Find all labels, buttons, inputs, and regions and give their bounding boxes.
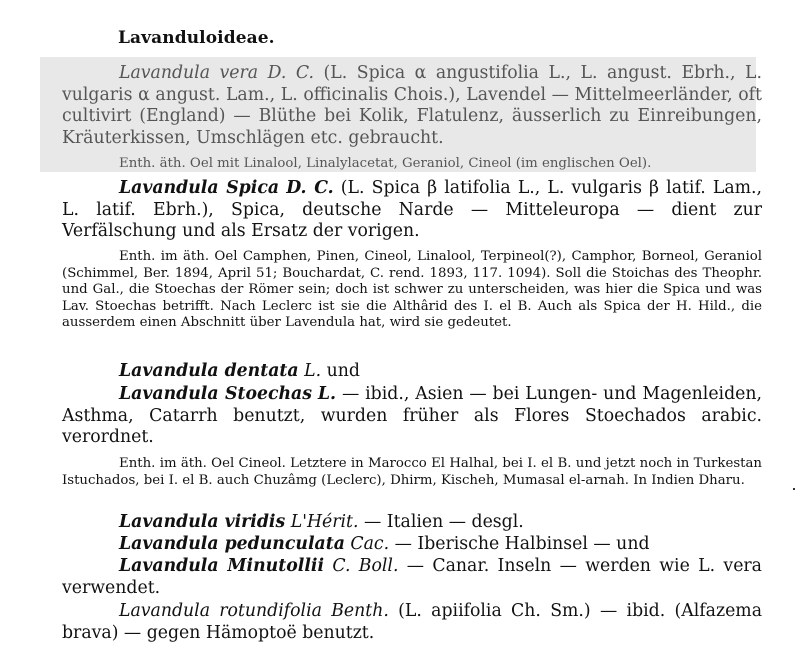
species-author: C. Boll. (332, 556, 399, 576)
species-name: Lavandula vera (119, 63, 259, 83)
entry-text: und (321, 361, 360, 381)
entry-lavandula-minutollii (62, 556, 762, 599)
entry-lavandula-rotundifolia (62, 601, 762, 644)
species-name: Lavandula Spica (119, 178, 280, 198)
note-lavandula-stoechas (62, 456, 762, 489)
species-author: L'Hérit. (290, 512, 359, 532)
species-name: Lavandula rotundifolia (119, 601, 322, 621)
entry-text: — Iberische Halbinsel — und (389, 534, 650, 554)
entry-lavandula-spica (62, 178, 762, 243)
species-author: Benth. (331, 601, 389, 621)
species-name: Lavandula viridis (119, 512, 286, 532)
note-lavandula-vera (62, 156, 762, 173)
entry-text: — Italien — desgl. (358, 512, 524, 532)
species-name: Lavandula Minutollii (119, 556, 325, 576)
note-text: Enth. im äth. Oel Cineol. Letztere in Marocco El Halhal, bei I. el B. und jetzt noch in Turkestan Istuchados, bei I. el B. auch Chuzâmg (Leclerc), Dhirm, Kischeh, Mumasal el-arnah. In Indien Dharu. (62, 456, 762, 488)
entry-lavandula-stoechas (62, 384, 762, 449)
species-name: Lavandula Stoechas (119, 384, 312, 404)
species-author: L. (304, 361, 322, 381)
species-author: D. C. (267, 63, 314, 83)
entry-text: (L. Spica β latifolia L., L. vulgaris β latif. Lam., L. latif. Ebrh.), Spica, deutsche Narde — Mitteleuropa — dient zur Verfälschung und als Ersatz der vorigen. (62, 178, 763, 241)
note-text: Enth. äth. Oel mit Linalool, Linalylacetat, Geraniol, Cineol (im englischen Oel). (119, 156, 652, 171)
species-name: Lavandula pedunculata (119, 534, 345, 554)
species-name: Lavandula dentata (119, 361, 299, 381)
entry-text: — Canar. Inseln — werden wie L. vera verwendet. (62, 556, 762, 598)
note-lavandula-spica (62, 249, 762, 332)
species-author: L. (317, 384, 337, 404)
species-author: D. C. (286, 178, 334, 198)
note-text: Enth. im äth. Oel Camphen, Pinen, Cineol, Linalool, Terpineol(?), Camphor, Borneol, Geraniol (Schimmel, Ber. 1894, April 51; Bouchardat, C. rend. 1893, 117. 1094). Soll die Stoichas des Theophr. und Gal., die Stoechas der Römer sein; doch ist schwer zu unterscheiden, was hier die Spica und was Lav. Stoechas betrifft. Nach Leclerc ist sie die Althârid des I. el B. Auch als Spica der H. Hild., die ausserdem einen Abschnitt über Lavendula hat, wird sie gedeutet. (62, 249, 762, 331)
entry-text: — ibid., Asien — bei Lungen- und Magenleiden, Asthma, Catarrh benutzt, wurden früher als Flores Stoechados arabic. verordnet. (62, 384, 762, 447)
margin-dot (793, 488, 795, 490)
entry-text: (L. apiifolia Ch. Sm.) — ibid. (Alfazema brava) — gegen Hämoptoë benutzt. (62, 601, 762, 643)
entry-lavandula-viridis (62, 512, 762, 534)
section-heading: Lavanduloideae. (118, 28, 275, 48)
entry-text: (L. Spica α angustifolia L., L. angust. Ebrh., L. vulgaris α angust. Lam., L. officinalis Chois.), Lavendel — Mittelmeerländer, oft cultivirt (England) — Blüthe bei Kolik, Flatulenz, äusserlich zu Einreibungen, Kräuterkissen, Umschlägen etc. gebraucht. (62, 63, 762, 148)
species-author: Cac. (350, 534, 390, 554)
entry-lavandula-pedunculata (62, 534, 762, 556)
entry-lavandula-dentata (62, 361, 762, 383)
entry-lavandula-vera (62, 63, 762, 149)
